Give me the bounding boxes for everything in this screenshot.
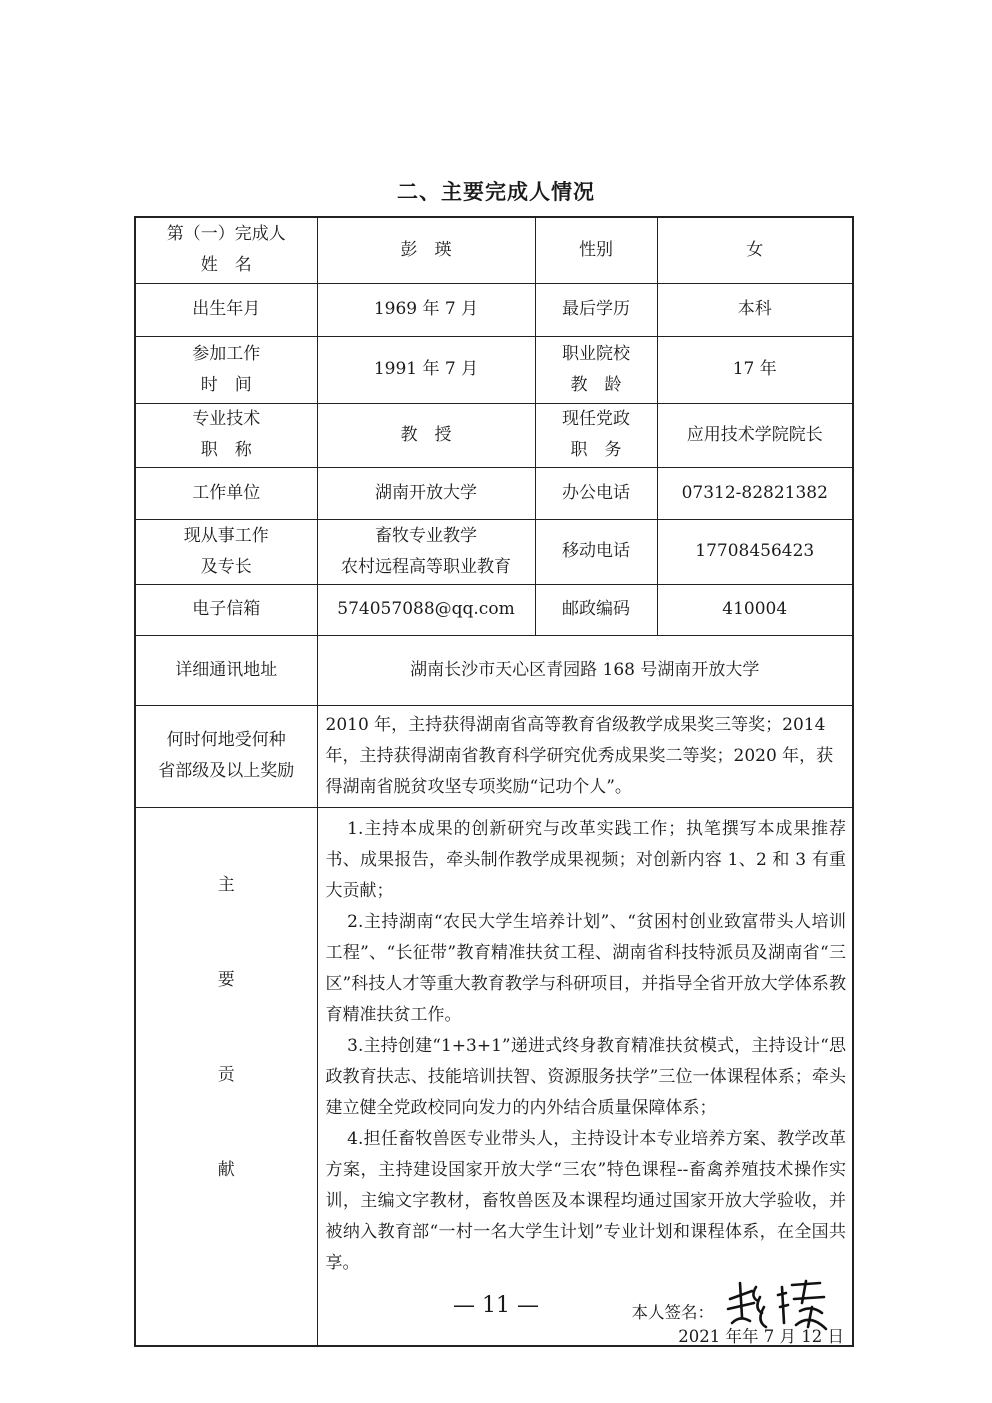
position-label-line1: 现任党政 (562, 409, 630, 429)
specialty-value-line1: 畜牧专业教学 (375, 525, 477, 546)
row-main-contribution (135, 807, 853, 1346)
contribution-label-char: 贡 (217, 1064, 235, 1085)
contribution-label-char: 要 (217, 969, 235, 990)
specialty-label-line1: 现从事工作 (183, 525, 269, 546)
postcode-value: 410004 (657, 584, 853, 635)
page-number: — 11 — (453, 1293, 539, 1318)
work-start-label-line2: 时 间 (200, 374, 252, 395)
title-label-line1: 专业技术 (192, 409, 261, 429)
name-label-line2: 姓 名 (200, 255, 252, 276)
contribution-paragraph: 4.担任畜牧兽医专业带头人，主持设计本专业培养方案、教学改革方案，主持建设国家开放大学“三农”特色课程--畜禽养殖技术操作实训，主编文字教材，畜牧兽医及本课程均通过国家开放大学验收，并被纳入教育部“一村一名大学生计划”专业计划和课程体系，在全国共享。 (325, 1128, 846, 1273)
position-label (535, 403, 657, 467)
row-birth-education (135, 283, 853, 336)
work-start-value: 1991 年 7 月 (317, 336, 535, 403)
gender-value: 女 (657, 217, 853, 283)
contribution-label (135, 807, 317, 1346)
address-value: 湖南长沙市天心区青园路 168 号湖南开放大学 (317, 635, 853, 705)
title-label-line2: 职 称 (200, 440, 252, 460)
name-label-line1: 第（一）完成人 (166, 224, 286, 245)
name-label (135, 217, 317, 283)
teach-years-label-line1: 职业院校 (562, 343, 630, 364)
mobile-label: 移动电话 (535, 519, 657, 584)
specialty-label-line2: 及专长 (200, 556, 252, 577)
education-label: 最后学历 (535, 283, 657, 336)
teach-years-label-line2: 教 龄 (570, 374, 622, 395)
contribution-paragraph: 1.主持本成果的创新研究与改革实践工作；执笔撰写本成果推荐书、成果报告，牵头制作教学成果视频；对创新内容 1、2 和 3 有重大贡献； (325, 818, 846, 901)
position-label-line2: 职 务 (570, 440, 622, 460)
contribution-label-char: 献 (217, 1159, 235, 1180)
email-label: 电子信箱 (135, 584, 317, 635)
birth-value: 1969 年 7 月 (317, 283, 535, 336)
address-label: 详细通讯地址 (135, 635, 317, 705)
unit-label: 工作单位 (135, 467, 317, 519)
specialty-value (317, 519, 535, 584)
unit-value: 湖南开放大学 (317, 467, 535, 519)
office-phone-label: 办公电话 (535, 467, 657, 519)
row-title-position (135, 403, 853, 467)
contribution-paragraph: 3.主持创建“1+3+1”递进式终身教育精准扶贫模式，主持设计“思政教育扶志、技能培训扶智、资源服务扶学”三位一体课程体系；牵头建立健全党政校同向发力的内外结合质量保障体系； (325, 1035, 846, 1118)
contribution-paragraph: 2.主持湖南“农民大学生培养计划”、“贫困村创业致富带头人培训工程”、“长征带”教育精准扶贫工程、湖南省科技特派员及湖南省“三区”科技人才等重大教育教学与科研项目，并指导全省开放大学体系教育精准扶贫工作。 (325, 911, 846, 1025)
position-value: 应用技术学院院长 (657, 403, 853, 467)
specialty-value-line2: 农村远程高等职业教育 (341, 556, 511, 577)
gender-label: 性别 (535, 217, 657, 283)
completer-info-table (134, 216, 854, 1347)
awards-label-line2: 省部级及以上奖励 (158, 761, 295, 781)
birth-label: 出生年月 (135, 283, 317, 336)
specialty-label (135, 519, 317, 584)
signature-date: 2021 年年 7 月 12 日 (678, 1326, 844, 1346)
page-title: 二、主要完成人情况 (397, 180, 595, 204)
contribution-body (317, 807, 853, 1346)
work-start-label (135, 336, 317, 403)
education-value: 本科 (657, 283, 853, 336)
row-name-gender (135, 217, 853, 283)
row-work-start-teach-years (135, 336, 853, 403)
row-unit-office-phone (135, 467, 853, 519)
title-label (135, 403, 317, 467)
postcode-label: 邮政编码 (535, 584, 657, 635)
contribution-label-chars (136, 874, 317, 1254)
title-value: 教 授 (317, 403, 535, 467)
row-awards (135, 705, 853, 807)
row-address (135, 635, 853, 705)
awards-label-line1: 何时何地受何种 (166, 730, 286, 750)
signature-label: 本人签名： (631, 1302, 714, 1322)
row-specialty-mobile (135, 519, 853, 584)
awards-label (135, 705, 317, 807)
contribution-label-char: 主 (217, 874, 235, 895)
email-value: 574057088@qq.com (317, 584, 535, 635)
name-value: 彭 瑛 (317, 217, 535, 283)
teach-years-value: 17 年 (657, 336, 853, 403)
awards-text: 2010 年，主持获得湖南省高等教育省级教学成果奖三等奖；2014 年，主持获得湖南省教育科学研究优秀成果奖二等奖；2020 年，获得湖南省脱贫攻坚专项奖励“记功个人”。 (317, 705, 853, 807)
office-phone-value: 07312-82821382 (657, 467, 853, 519)
work-start-label-line1: 参加工作 (192, 343, 261, 364)
teach-years-label (535, 336, 657, 403)
row-email-postcode (135, 584, 853, 635)
mobile-value: 17708456423 (657, 519, 853, 584)
